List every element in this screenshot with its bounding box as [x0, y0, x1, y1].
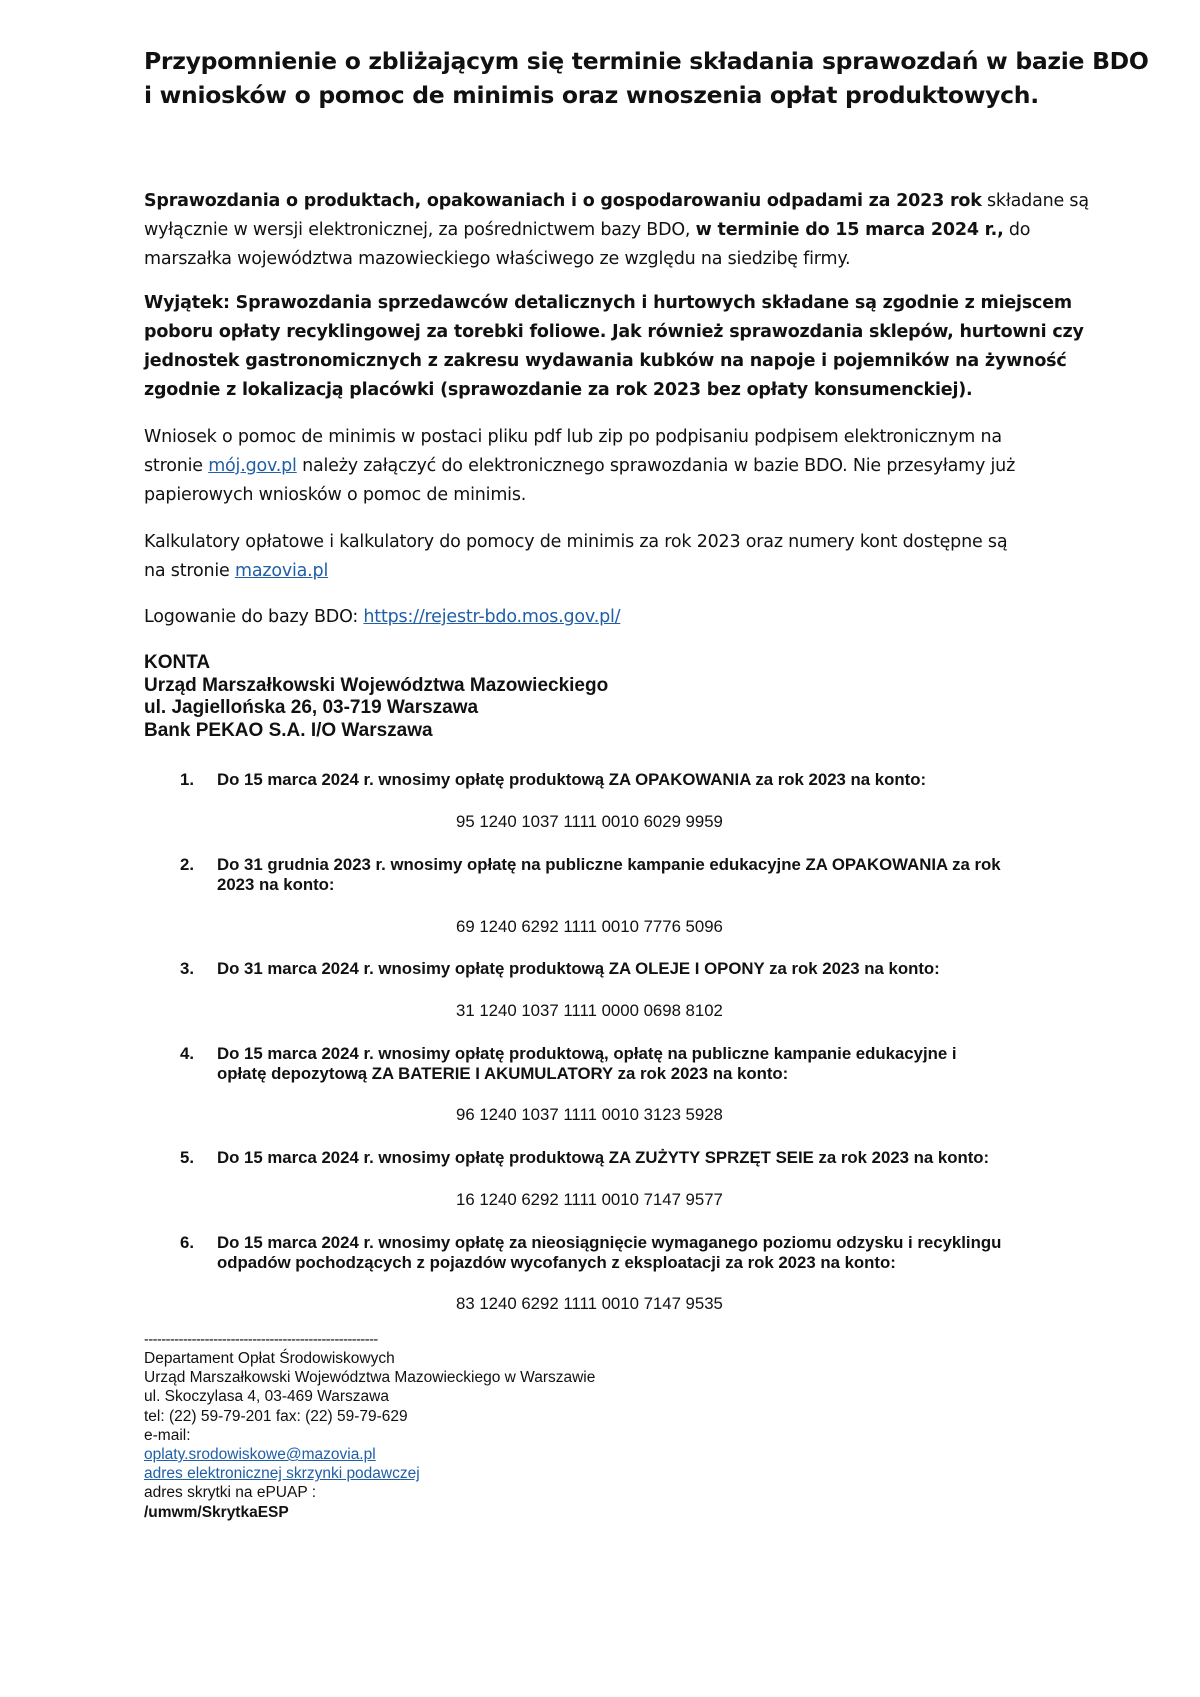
paragraph-calculators: Kalkulatory opłatowe i kalkulatory do pomocy de minimis za rok 2023 oraz numery kont dostępne są na stronie mazovia.pl — [144, 532, 1008, 581]
fee-item-text: Do 15 marca 2024 r. wnosimy opłatę produktową, opłatę na publiczne kampanie edukacyjne i — [217, 1044, 957, 1063]
moj-gov-link[interactable]: mój.gov.pl — [208, 456, 297, 476]
fee-item-number: 5. — [180, 1148, 194, 1167]
fee-item-number: 2. — [180, 855, 194, 874]
mazovia-link[interactable]: mazovia.pl — [234, 561, 329, 581]
fee-item-number: 1. — [180, 770, 194, 789]
paragraph-exception: Wyjątek: Sprawozdania sprzedawców detalicznych i hurtowych składane są zgodnie z miejscem poboru opłaty recyklingowej za torebki foliowe. Jak również sprawozdania sklepów, hurtowni czy jednostek gastronomicznych z zakresu wydawania kubków na napoje i pojemników na żywność zgodnie z lokalizacją placówki (sprawozdanie za rok 2023 bez opłaty konsumenckiej). — [144, 293, 1084, 400]
bank-name: Bank PEKAO S.A. I/O Warszawa — [144, 719, 433, 741]
fee-item-text: Do 31 grudnia 2023 r. wnosimy opłatę na publiczne kampanie edukacyjne ZA OPAKOWANIA za rok — [217, 855, 1001, 874]
reports-subject: Sprawozdania o produktach, opakowaniach i o gospodarowaniu odpadami za 2023 rok — [144, 191, 982, 211]
epuap-address: /umwm/SkrytkaESP — [144, 1503, 289, 1521]
account-number: 96 1240 1037 1111 0010 3123 5928 — [456, 1105, 723, 1124]
title-line-2: i wniosków o pomoc de minimis oraz wnoszenia opłat produktowych. — [144, 81, 1039, 109]
account-number: 16 1240 6292 1111 0010 7147 9577 — [456, 1190, 723, 1209]
office-name: Urząd Marszałkowski Województwa Mazowieckiego — [144, 674, 609, 696]
deadline-text: w terminie do 15 marca 2024 r., — [695, 220, 1004, 240]
department-address: ul. Skoczylasa 4, 03-469 Warszawa — [144, 1388, 389, 1406]
electronic-inbox-link[interactable]: adres elektronicznej skrzynki podawczej — [144, 1465, 420, 1483]
fee-item-number: 3. — [180, 959, 194, 978]
page-title — [144, 44, 1149, 112]
paragraph-bdo-login: Logowanie do bazy BDO: https://rejestr-bdo.mos.gov.pl/ — [144, 607, 621, 627]
footer-contact: Departament Opłat Środowiskowych Urząd Marszałkowski Województwa Mazowieckiego w Warszawie ul. Skoczylasa 4, 03-469 Warszawa tel: (22) 59-79-201 fax: (22) 59-79-629 e-mail: oplaty.srodowiskowe@mazovia.pl adres elektronicznej skrzynki podawczej adres skrytki na ePUAP : /umwm/SkrytkaESP — [144, 1349, 844, 1522]
fee-item-number: 4. — [180, 1044, 194, 1063]
account-number: 69 1240 6292 1111 0010 7776 5096 — [456, 917, 723, 936]
email-link[interactable]: oplaty.srodowiskowe@mazovia.pl — [144, 1446, 376, 1464]
fee-item-number: 6. — [180, 1233, 194, 1252]
account-number: 83 1240 6292 1111 0010 7147 9535 — [456, 1294, 723, 1313]
accounts-header-block — [144, 652, 844, 742]
account-number: 95 1240 1037 1111 0010 6029 9959 — [456, 812, 723, 831]
department-name: Departament Opłat Środowiskowych — [144, 1350, 395, 1367]
paragraph-reports-deadline: Sprawozdania o produktach, opakowaniach i o gospodarowaniu odpadami za 2023 rok składane są wyłącznie w wersji elektronicznej, za pośrednictwem bazy BDO, w terminie do 15 marca 2024 r., do marszałka województwa mazowieckiego właściwego ze względu na siedzibę firmy. — [144, 191, 1089, 269]
fee-item-text: Do 15 marca 2024 r. wnosimy opłatę produktową ZA OPAKOWANIA za rok 2023 na konto: — [217, 770, 927, 789]
office-address: ul. Jagiellońska 26, 03-719 Warszawa — [144, 697, 479, 718]
title-line-1: Przypomnienie o zbliżającym się terminie składania sprawozdań w bazie BDO — [144, 47, 1149, 75]
fee-item-text: Do 31 marca 2024 r. wnosimy opłatę produktową ZA OLEJE I OPONY za rok 2023 na konto: — [217, 959, 940, 978]
fee-item-text-cont: 2023 na konto: — [217, 874, 335, 894]
fee-item-text-cont: odpadów pochodzących z pojazdów wycofanych z eksploatacji za rok 2023 na konto: — [217, 1252, 896, 1272]
phone-fax: tel: (22) 59-79-201 fax: (22) 59-79-629 — [144, 1407, 408, 1425]
bdo-login-link[interactable]: https://rejestr-bdo.mos.gov.pl/ — [363, 607, 621, 627]
fee-item-text: Do 15 marca 2024 r. wnosimy opłatę za nieosiągnięcie wymaganego poziomu odzysku i recyklingu — [217, 1233, 1002, 1252]
office-full-name: Urząd Marszałkowski Województwa Mazowieckiego w Warszawie — [144, 1369, 596, 1387]
paragraph-de-minimis: Wniosek o pomoc de minimis w postaci pliku pdf lub zip po podpisaniu podpisem elektronicznym na stronie mój.gov.pl należy załączyć do elektronicznego sprawozdania w bazie BDO. Nie przesyłamy już papierowych wniosków o pomoc de minimis. — [144, 427, 1016, 505]
fee-item-text: Do 15 marca 2024 r. wnosimy opłatę produktową ZA ZUŻYTY SPRZĘT SEIE za rok 2023 na konto: — [217, 1148, 990, 1167]
footer-separator: ------------------------------------------------------ — [144, 1332, 378, 1348]
accounts-heading: KONTA — [144, 652, 211, 673]
fee-item-text-cont: opłatę depozytową ZA BATERIE I AKUMULATORY za rok 2023 na konto: — [217, 1063, 789, 1083]
account-number: 31 1240 1037 1111 0000 0698 8102 — [456, 1001, 723, 1020]
